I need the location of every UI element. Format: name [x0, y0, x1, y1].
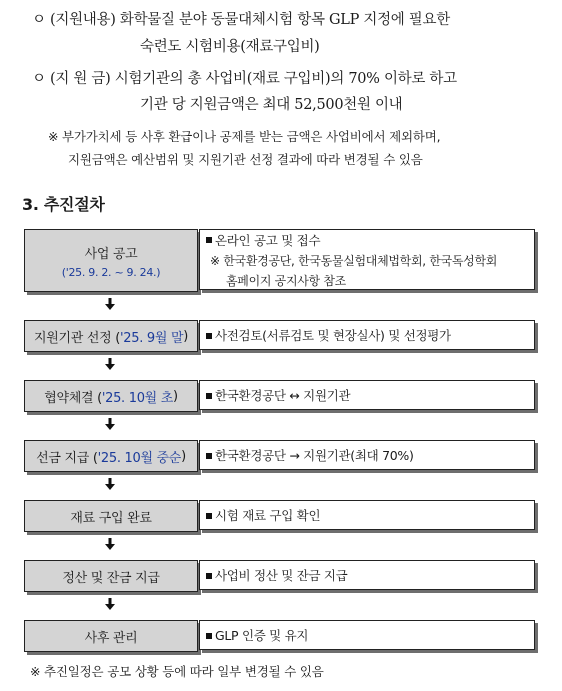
step-desc-agreement — [199, 380, 535, 410]
step-desc-note-cont: 홈페이지 공지사항 참조 — [226, 273, 346, 288]
step-label-close: ) — [181, 448, 186, 464]
step-box-follow-up — [24, 620, 198, 652]
step-label: 협약체결 ( — [44, 390, 102, 406]
vat-note-line-cont: 지원금액은 예산범위 및 지원기관 선정 결과에 따라 변경될 수 있음 — [68, 152, 423, 167]
step-desc: 사전검토(서류검토 및 현장실사) 및 선정평가 — [215, 328, 451, 343]
step-desc: 한국환경공단 → 지원기관(최대 70%) — [215, 448, 414, 463]
support-content-line: ㅇ (지원내용) 화학물질 분야 동물대체시험 항목 GLP 지정에 필요한 — [32, 12, 450, 28]
step-desc: 한국환경공단 ↔ 지원기관 — [215, 388, 351, 403]
step-label: 사후 관리 — [84, 630, 138, 646]
step-date: '25. 10월 중순 — [97, 450, 182, 466]
step-date: '25. 9월 말 — [120, 330, 184, 346]
step-date: '25. 10월 초 — [101, 390, 174, 406]
square-bullet-icon — [206, 573, 212, 579]
step-desc-announcement — [199, 229, 535, 290]
square-bullet-icon — [206, 237, 212, 243]
support-amount-line-cont: 기관 당 지원금액은 최대 52,500천원 이내 — [140, 97, 403, 113]
step-desc: GLP 인증 및 유지 — [215, 628, 309, 643]
square-bullet-icon — [206, 513, 212, 519]
step-label: 선금 지급 ( — [36, 450, 98, 466]
arrow-down-icon — [104, 478, 116, 490]
step-label: 정산 및 잔금 지급 — [62, 570, 160, 586]
step-box-advance-payment — [24, 440, 198, 472]
step-desc-follow-up — [199, 620, 535, 650]
support-content-line-cont: 숙련도 시험비용(재료구입비) — [140, 39, 320, 55]
step-desc: 시험 재료 구입 확인 — [215, 508, 321, 523]
square-bullet-icon — [206, 633, 212, 639]
step-desc-material-purchase — [199, 500, 535, 530]
square-bullet-icon — [206, 393, 212, 399]
step-desc-selection — [199, 320, 535, 350]
section-title: 3. 추진절차 — [22, 195, 105, 214]
step-desc-settlement — [199, 560, 535, 590]
step-label-close: ) — [183, 328, 188, 344]
arrow-down-icon — [104, 358, 116, 370]
square-bullet-icon — [206, 453, 212, 459]
support-amount-line: ㅇ (지 원 금) 시험기관의 총 사업비(재료 구입비)의 70% 이하로 하고 — [32, 71, 457, 87]
step-box-settlement — [24, 560, 198, 592]
step-box-material-purchase — [24, 500, 198, 532]
step-label: 지원기관 선정 ( — [34, 330, 120, 346]
step-box-agreement — [24, 380, 198, 412]
arrow-down-icon — [104, 598, 116, 610]
step-date: ('25. 9. 2. ~ 9. 24.) — [61, 265, 161, 279]
step-label: 사업 공고 — [84, 246, 138, 262]
step-label: 재료 구입 완료 — [70, 510, 152, 526]
arrow-down-icon — [104, 298, 116, 310]
arrow-down-icon — [104, 538, 116, 550]
step-desc-advance-payment — [199, 440, 535, 470]
arrow-down-icon — [104, 418, 116, 430]
square-bullet-icon — [206, 333, 212, 339]
vat-note-line: ※ 부가가치세 등 사후 환급이나 공제를 받는 금액은 사업비에서 제외하며, — [48, 129, 441, 144]
step-desc-note: ※ 한국환경공단, 한국동물실험대체법학회, 한국독성학회 — [210, 253, 498, 268]
step-label-close: ) — [173, 388, 178, 404]
step-desc: 사업비 정산 및 잔금 지급 — [215, 568, 348, 583]
step-box-selection — [24, 320, 198, 352]
step-desc: 온라인 공고 및 접수 — [215, 232, 321, 248]
schedule-note: ※ 추진일정은 공모 상황 등에 따라 일부 변경될 수 있음 — [30, 664, 324, 679]
step-box-announcement — [24, 229, 198, 292]
